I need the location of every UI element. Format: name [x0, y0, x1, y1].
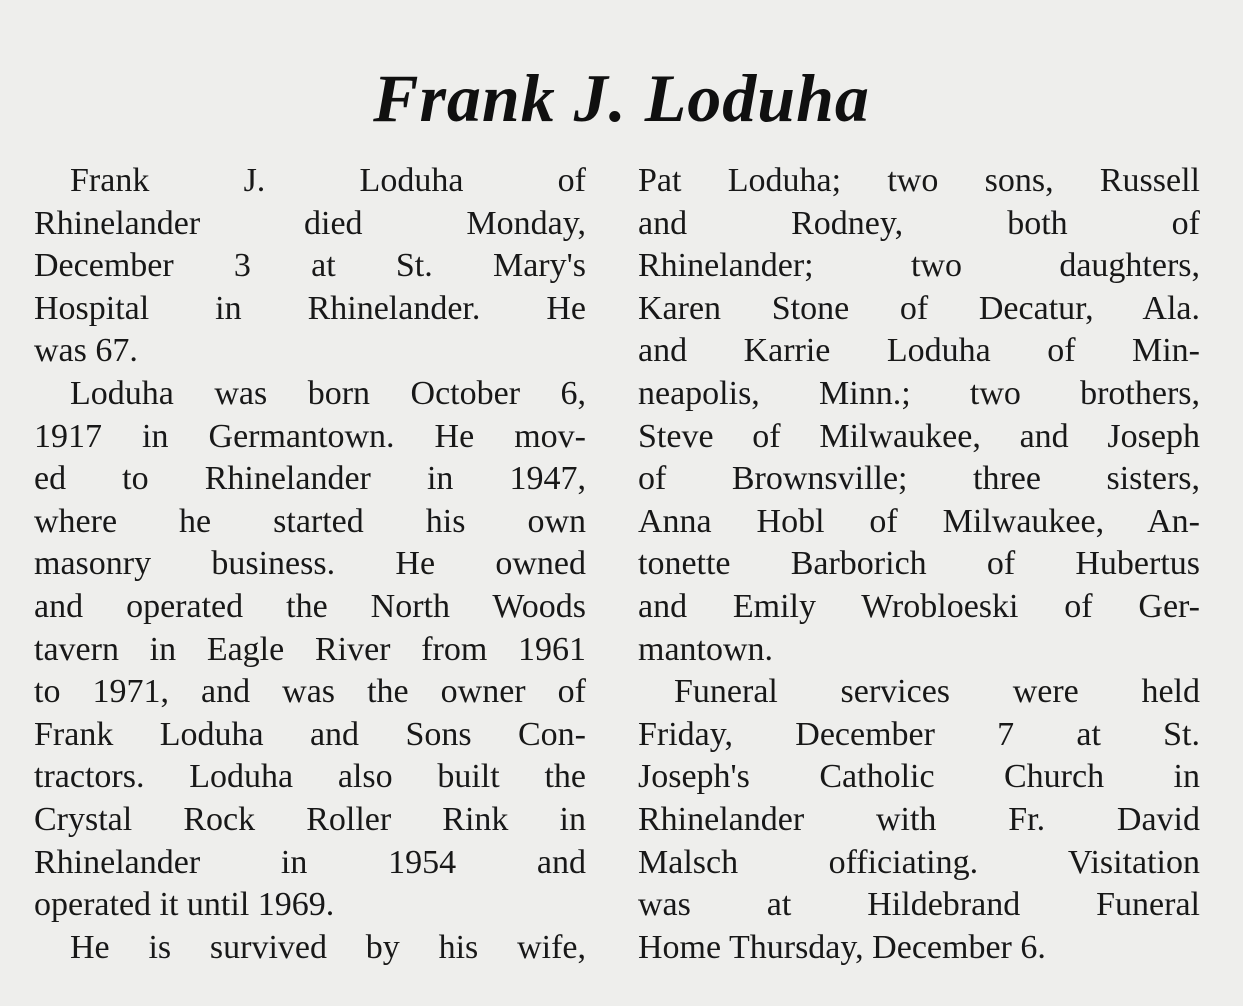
text-line: Funeral services were held — [674, 673, 1200, 711]
text-line: December 3 at St. Mary's — [34, 247, 586, 285]
text-line: He is survived by his wife, — [70, 928, 586, 966]
text-line: of Brownsville; three sisters, — [638, 460, 1200, 498]
text-line: masonry business. He owned — [34, 545, 586, 583]
text-line: Rhinelander died Monday, — [34, 204, 586, 242]
left-column — [34, 160, 586, 969]
text-line: where he started his own — [34, 502, 586, 540]
right-column — [638, 160, 1200, 969]
text-line: Loduha was born October 6, — [70, 374, 586, 412]
text-line: Pat Loduha; two sons, Russell — [638, 162, 1200, 199]
text-line: mantown. — [638, 630, 774, 668]
text-line: Home Thursday, December 6. — [638, 928, 1046, 966]
obituary-headline: Frank J. Loduha — [373, 60, 870, 136]
text-line: Karen Stone of Decatur, Ala. — [638, 289, 1200, 327]
text-line: Rhinelander in 1954 and — [34, 843, 586, 881]
text-line: and Karrie Loduha of Min- — [638, 332, 1200, 370]
text-line: Malsch officiating. Visitation — [638, 843, 1200, 881]
text-line: Frank Loduha and Sons Con- — [34, 715, 586, 753]
text-line: to 1971, and was the owner of — [34, 673, 586, 711]
text-line: was 67. — [34, 332, 138, 370]
text-line: and Rodney, both of — [638, 204, 1200, 242]
text-line: operated it until 1969. — [34, 886, 335, 924]
text-line: Friday, December 7 at St. — [638, 715, 1200, 753]
text-line: Rhinelander; two daughters, — [638, 247, 1200, 285]
text-line: neapolis, Minn.; two brothers, — [638, 374, 1200, 412]
text-line: and Emily Wrobloeski of Ger- — [638, 587, 1200, 625]
text-line: Anna Hobl of Milwaukee, An- — [638, 502, 1200, 540]
text-line: Hospital in Rhinelander. He — [34, 289, 586, 327]
text-line: Frank J. Loduha of — [70, 162, 586, 199]
text-line: and operated the North Woods — [34, 587, 586, 625]
text-line: tractors. Loduha also built the — [34, 758, 586, 796]
text-line: Joseph's Catholic Church in — [638, 758, 1200, 796]
text-line: was at Hildebrand Funeral — [638, 886, 1200, 924]
text-line: Rhinelander with Fr. David — [638, 800, 1200, 838]
text-line: tonette Barborich of Hubertus — [638, 545, 1200, 583]
text-line: Steve of Milwaukee, and Joseph — [638, 417, 1200, 455]
text-line: tavern in Eagle River from 1961 — [34, 630, 586, 668]
text-line: Crystal Rock Roller Rink in — [34, 800, 586, 838]
text-line: ed to Rhinelander in 1947, — [34, 460, 586, 498]
text-line: 1917 in Germantown. He mov- — [34, 417, 586, 455]
